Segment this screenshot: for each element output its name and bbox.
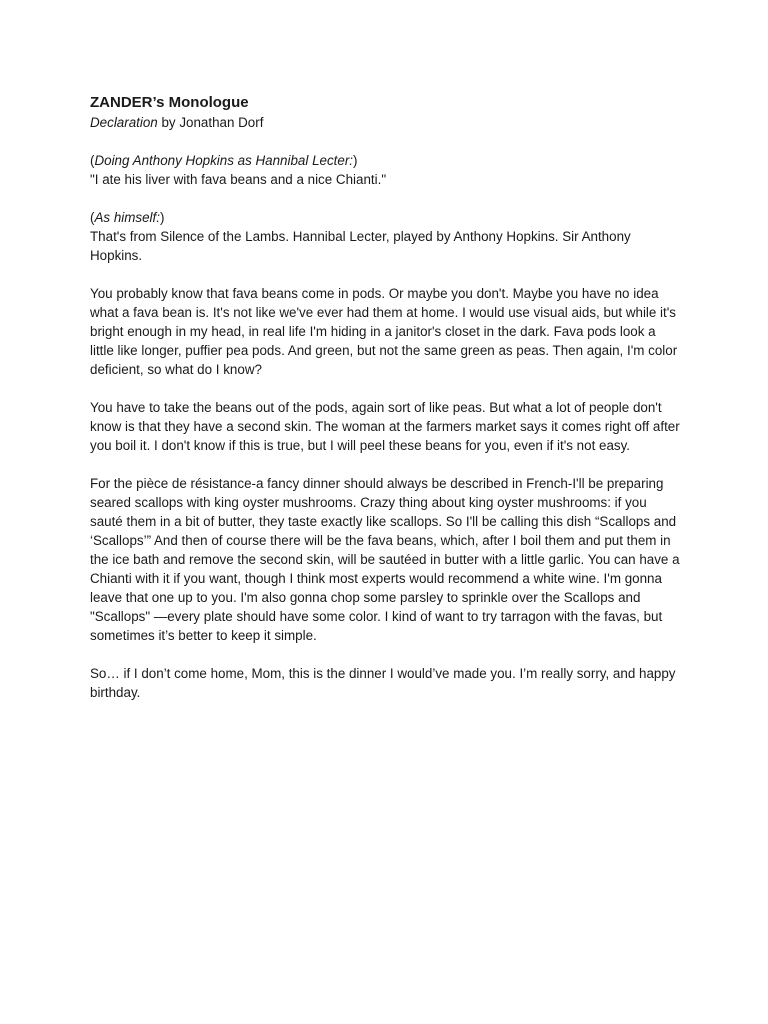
author-credit: by Jonathan Dorf <box>157 115 264 130</box>
paragraph-dinner-menu: For the pièce de résistance-a fancy dinner should always be described in French-I'll be preparing seared scallops with king oyster mushrooms. Crazy thing about king oyster mushrooms: if you sauté them in a bit of butter, they taste exactly like scallops. So I'll be calling this dish “Scallops and ‘Scallops’” And then of course there will be the fava beans, which, after I boil them and put them in the ice bath and remove the second skin, will be sautéed in butter with a little garlic. You can have a Chianti with it if you want, though I think most experts would recommend a white wine. I'm gonna leave that one up to you. I'm also gonna chop some parsley to sprinkle over the Scallops and "Scallops" —every plate should have some color. I kind of want to try tarragon with the favas, but sometimes it’s better to keep it simple. <box>90 476 680 643</box>
paren-close: ) <box>353 153 358 168</box>
monologue-page <box>90 93 682 721</box>
stage-direction-text: Doing Anthony Hopkins as Hannibal Lecter: <box>94 153 354 168</box>
paren-open: ( <box>90 153 95 168</box>
paragraph-closing: So… if I don’t come home, Mom, this is the dinner I would’ve made you. I’m really sorry, and happy birthday. <box>90 666 676 700</box>
paragraph-second-skin: You have to take the beans out of the pods, again sort of like peas. But what a lot of people don't know is that they have a second skin. The woman at the farmers market says it comes right off after you boil it. I don't know if this is true, but I will peel these beans for you, even if it's not easy. <box>90 400 680 453</box>
stage-direction-himself <box>90 208 682 227</box>
lecter-quote: "I ate his liver with fava beans and a nice Chianti." <box>90 172 387 187</box>
paren-open: ( <box>90 210 95 225</box>
document-title: ZANDER’s Monologue <box>90 94 249 111</box>
play-title: Declaration <box>90 115 158 130</box>
paragraph-silence-of-lambs: That's from Silence of the Lambs. Hannibal Lecter, played by Anthony Hopkins. Sir Anthony Hopkins. <box>90 229 631 263</box>
paren-close: ) <box>159 210 165 225</box>
paragraph-fava-pods: You probably know that fava beans come in pods. Or maybe you don't. Maybe you have no idea what a fava bean is. It's not like we've ever had them at home. I would use visual aids, but while it's bright enough in my head, in real life I'm hiding in a janitor's closet in the dark. Fava pods look a little like longer, puffier pea pods. And green, but not the same green as peas. Then again, I'm color deficient, so what do I know? <box>90 286 678 377</box>
byline <box>90 113 682 132</box>
stage-direction-hopkins <box>90 151 682 170</box>
stage-direction-text: As himself: <box>94 210 160 225</box>
